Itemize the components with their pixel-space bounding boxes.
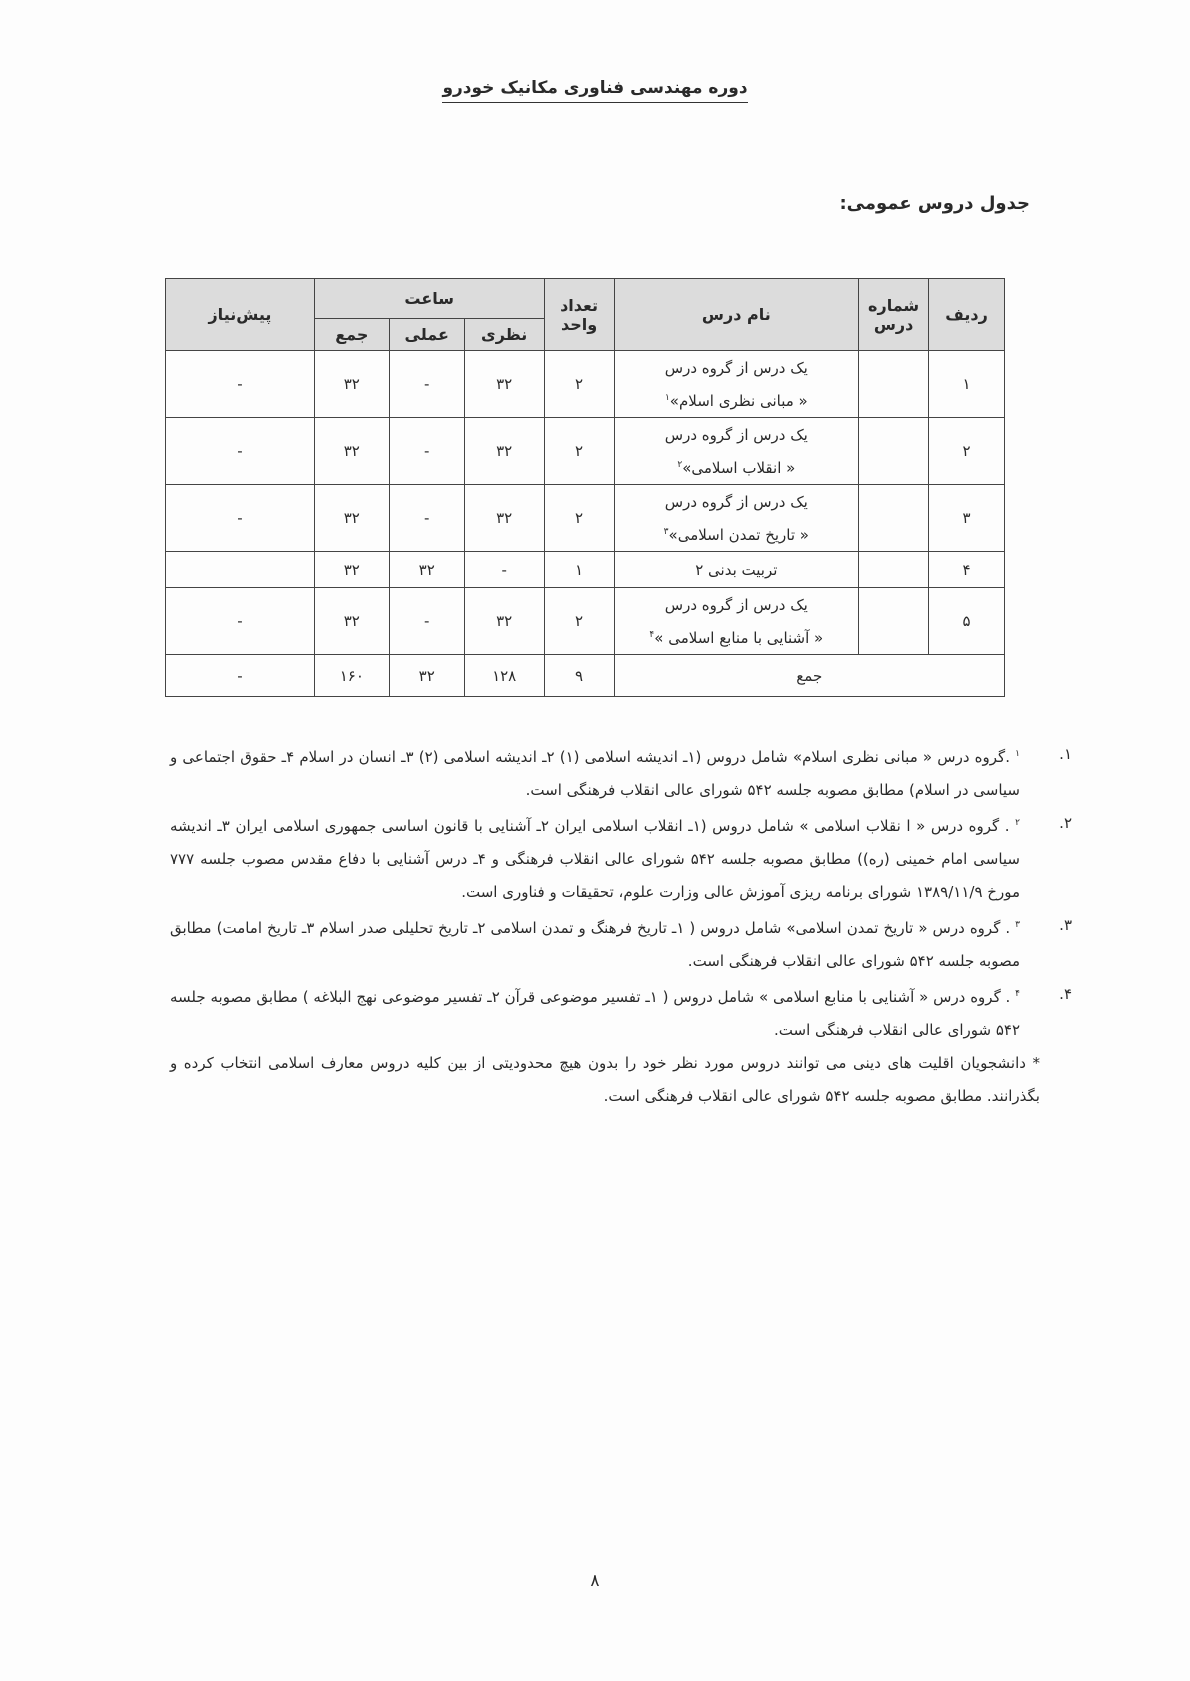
footnote-item: [170, 978, 1072, 1047]
cell-practical: -: [389, 485, 464, 552]
footnote-number: ۴.: [1059, 985, 1072, 1003]
cell-theory: ۳۲: [464, 485, 544, 552]
footnote-text: . گروه درس « آشنایی با منابع اسلامی » شامل دروس ( ۱ـ تفسیر موضوعی قرآن ۲ـ تفسیر موضوعی نهج البلاغه ) مطابق مصوبه جلسه ۵۴۲ شورای عالی انقلاب فرهنگی است.: [170, 988, 1020, 1039]
cell-units: ۲: [544, 485, 614, 552]
cell-total: ۳۲: [314, 552, 389, 588]
cell-sum-label: جمع: [614, 655, 1004, 697]
cell-prerequisite: -: [166, 418, 315, 485]
cell-practical: -: [389, 351, 464, 418]
header-prerequisite: پیش‌نیاز: [166, 279, 315, 351]
cell-course-number: [859, 588, 929, 655]
header-total: جمع: [314, 319, 389, 351]
header-course-number: شماره درس: [859, 279, 929, 351]
footnote-ref: ۳: [663, 526, 669, 537]
cell-practical: -: [389, 588, 464, 655]
cell-course-name: یک درس از گروه درس « آشنایی با منابع اسلامی »$^۴$: [614, 588, 859, 655]
footnote-sup: ۱: [1015, 749, 1020, 759]
cell-prerequisite: -: [166, 351, 315, 418]
cell-sum-units: ۹: [544, 655, 614, 697]
footnote-text: . گروه درس « ا نقلاب اسلامی » شامل دروس (۱ـ انقلاب اسلامی ایران ۲ـ آشنایی با قانون اساسی جمهوری اسلامی ایران ۳ـ اندیشه سیاسی امام خمینی (ره)) مطابق مصوبه جلسه ۵۴۲ شورای عالی انقلاب فرهنگی و ۴ـ درس آشنایی با دفاع مقدس مصوب جلسه ۷۷۷ مورخ ۱۳۸۹/۱۱/۹ شورای برنامه ریزی آموزش عالی وزارت علوم، تحقیقات و فناوری است.: [170, 817, 1020, 901]
general-courses-table: [165, 278, 1005, 697]
footnote-number: ۲.: [1059, 814, 1072, 832]
table-row: [166, 552, 1005, 588]
cell-course-number: [859, 351, 929, 418]
footnote-ref: ۲: [677, 459, 683, 470]
cell-practical: -: [389, 418, 464, 485]
cell-total: ۳۲: [314, 485, 389, 552]
cell-units: ۲: [544, 588, 614, 655]
cell-units: ۱: [544, 552, 614, 588]
table-row: [166, 351, 1005, 418]
footnote-item: [170, 738, 1072, 807]
header-course-name: نام درس: [614, 279, 859, 351]
cell-total: ۳۲: [314, 418, 389, 485]
footnote-number: ۳.: [1059, 916, 1072, 934]
cell-course-name: تربیت بدنی ۲: [614, 552, 859, 588]
table-sum-row: [166, 655, 1005, 697]
footnote-sup: ۲: [1015, 818, 1020, 828]
header-hours: ساعت: [314, 279, 544, 319]
cell-course-name: یک درس از گروه درس « تاریخ تمدن اسلامی»$^۳$: [614, 485, 859, 552]
cell-theory: -: [464, 552, 544, 588]
header-practical: عملی: [389, 319, 464, 351]
cell-course-name: یک درس از گروه درس « مبانی نظری اسلام»$^۱$: [614, 351, 859, 418]
cell-row-number: ۳: [929, 485, 1005, 552]
document-title: [0, 78, 1190, 98]
cell-units: ۲: [544, 418, 614, 485]
cell-practical: ۳۲: [389, 552, 464, 588]
cell-theory: ۳۲: [464, 418, 544, 485]
header-units: تعداد واحد: [544, 279, 614, 351]
cell-theory: ۳۲: [464, 588, 544, 655]
cell-row-number: ۴: [929, 552, 1005, 588]
footnotes: [170, 738, 1072, 1113]
table-row: [166, 588, 1005, 655]
section-title: جدول دروس عمومی:: [839, 193, 1030, 214]
footnote-item: [170, 807, 1072, 909]
cell-course-number: [859, 552, 929, 588]
cell-total: ۳۲: [314, 351, 389, 418]
cell-sum-practical: ۳۲: [389, 655, 464, 697]
footnote-sup: ۳: [1015, 920, 1020, 930]
footnote-ref: ۴: [649, 629, 655, 640]
footnote-text: . گروه درس « تاریخ تمدن اسلامی» شامل دروس ( ۱ـ تاریخ فرهنگ و تمدن اسلامی ۲ـ تاریخ تحلیلی صدر اسلام ۳ـ تاریخ امامت) مطابق مصوبه جلسه ۵۴۲ شورای عالی انقلاب فرهنگی است.: [170, 919, 1020, 970]
cell-row-number: ۲: [929, 418, 1005, 485]
table-row: [166, 418, 1005, 485]
cell-prerequisite: [166, 552, 315, 588]
table-row: [166, 485, 1005, 552]
footnote-number: ۱.: [1059, 745, 1072, 763]
footnote-ref: ۱: [664, 392, 670, 403]
cell-units: ۲: [544, 351, 614, 418]
cell-sum-total: ۱۶۰: [314, 655, 389, 697]
cell-theory: ۳۲: [464, 351, 544, 418]
cell-prerequisite: -: [166, 588, 315, 655]
footnote-sup: ۴: [1015, 989, 1020, 999]
table-header-row: [166, 279, 1005, 319]
document-title-text: دوره مهندسی فناوری مکانیک خودرو: [442, 78, 747, 103]
cell-prerequisite: -: [166, 485, 315, 552]
cell-sum-prerequisite: -: [166, 655, 315, 697]
cell-course-number: [859, 485, 929, 552]
cell-total: ۳۲: [314, 588, 389, 655]
page-number: ۸: [590, 1571, 600, 1591]
footnote-item: [170, 909, 1072, 978]
footnote-text: .گروه درس « مبانی نظری اسلام» شامل دروس (۱ـ اندیشه اسلامی (۱) ۲ـ اندیشه اسلامی (۲) ۳ـ انسان در اسلام ۴ـ حقوق اجتماعی و سیاسی در اسلام) مطابق مصوبه جلسه ۵۴۲ شورای عالی انقلاب فرهنگی است.: [170, 748, 1020, 799]
cell-course-name: یک درس از گروه درس « انقلاب اسلامی»$^۲$: [614, 418, 859, 485]
header-theory: نظری: [464, 319, 544, 351]
header-row-number: ردیف: [929, 279, 1005, 351]
cell-row-number: ۵: [929, 588, 1005, 655]
cell-sum-theory: ۱۲۸: [464, 655, 544, 697]
footnote-minorities: * دانشجویان اقلیت های دینی می توانند دروس مورد نظر خود را بدون هیچ محدودیتی از بین کلیه دروس معارف اسلامی انتخاب کرده و بگذرانند. مطابق مصوبه جلسه ۵۴۲ شورای عالی انقلاب فرهنگی است.: [170, 1054, 1040, 1105]
cell-course-number: [859, 418, 929, 485]
cell-row-number: ۱: [929, 351, 1005, 418]
